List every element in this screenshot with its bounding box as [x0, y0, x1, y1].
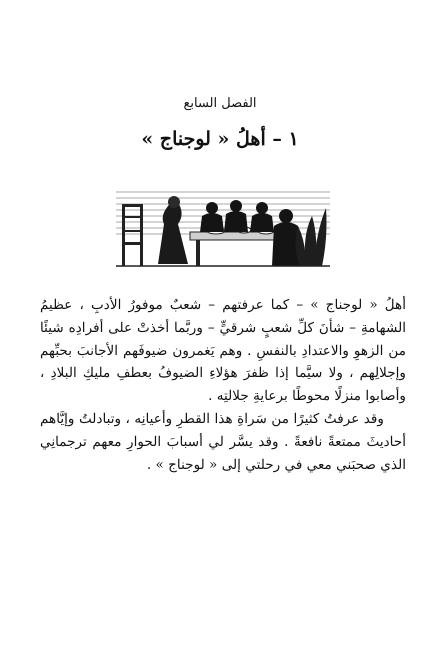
chapter-body: [40, 294, 406, 476]
engraving-dining-scene-icon: [116, 186, 330, 272]
section-title: ١ – أهلُ « لوجناج »: [141, 128, 299, 150]
paragraph: وقد عرفتُ كثيرًا من سَراةِ هذا القطرِ وأعيانِه ، وتبادلتُ وإيَّاهم أحاديثَ ممتعةً نافعةً . وقد يسَّر لي أسبابَ الحوارِ معهم ترجمانِي الذي صحبَني معي في رحلتي إلى « لوجناج » .: [40, 410, 406, 473]
paragraph: أهلُ « لوجناج » – كما عرفتهم – شعبٌ موفورُ الأدبِ ، عظيمُ الشهامةِ – شأنَ كلِّ شعبٍ شرقيٍّ – وربَّما أخذتْ على أفرادِه شيئًا من الزهوِ والاعتدادِ بالنفسِ . وهم يَغمرون ضيوفَهم الأجانبَ بحبِّهم وإجلالِهم ، ولا سيَّما إذا ظفرَ هؤلاءِ الضيوفُ بعطفِ مليكِ البلادِ ، وأصابوا منزلًا محوطًا برعايةِ جلالتِه .: [40, 297, 406, 405]
chapter-label: الفصل السابع: [183, 96, 257, 111]
